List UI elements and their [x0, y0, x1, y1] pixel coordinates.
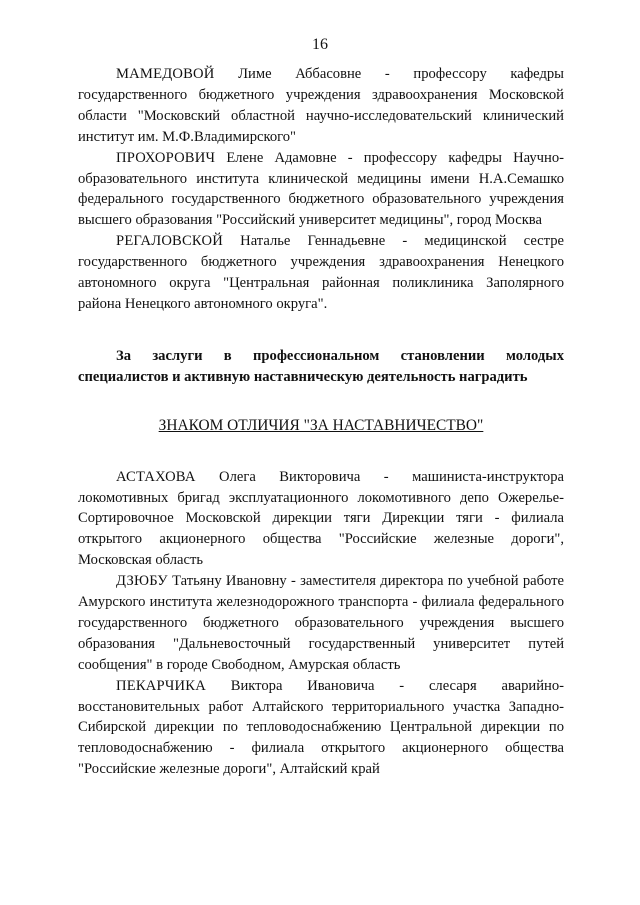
recipient-surname: ПЕКАРЧИКА — [116, 677, 206, 694]
award-intro: За заслуги в профессиональном становлении молодых специалистов и активную наставническую деятельность наградить — [78, 347, 564, 385]
recipient-surname: МАМЕДОВОЙ — [116, 66, 215, 82]
recipient-paragraph — [78, 571, 564, 676]
recipient-surname: РЕГАЛОВСКОЙ — [116, 233, 223, 250]
recipient-surname: ДЗЮБУ — [116, 573, 168, 590]
recipient-details: Олега Викторовича - машиниста-инструктора локомотивных бригад эксплуатационного локомотивного депо Ожерелье-Сортировочное Московской дирекции тяги Дирекции тяги - филиала открытого акционерного общества "Российские железные дороги", Московская область — [78, 468, 564, 569]
recipient-surname: АСТАХОВА — [116, 468, 196, 485]
recipient-details: Елене Адамовне - профессору кафедры Научно-образовательного института клинической медицины имени Н.А.Семашко федерального государственного бюджетного образовательного учреждения высшего образования "Российский университет медицины", город Москва — [78, 149, 564, 229]
recipient-paragraph — [78, 467, 564, 572]
document-body — [78, 64, 564, 780]
recipient-paragraph — [78, 64, 564, 148]
recipient-details: Татьяну Ивановну - заместителя директора по учебной работе Амурского института железнодорожного транспорта - филиала федерального государственного бюджетного образовательного учреждения высшего образования "Дальневосточный государственный университет путей сообщения" в городе Свободном, Амурская область — [78, 573, 564, 673]
page-number: 16 — [312, 36, 328, 53]
recipient-details: Лиме Аббасовне - профессору кафедры государственного бюджетного учреждения здравоохранения Московской области "Московский областной научно-исследовательский клинический институт им. М.Ф.Владимирского" — [78, 66, 564, 145]
recipient-surname: ПРОХОРОВИЧ — [116, 149, 216, 166]
recipient-paragraph — [78, 148, 564, 232]
recipient-details: Виктора Ивановича - слесаря аварийно-восстановительных работ Алтайского территориального участка Западно-Сибирской дирекции по тепловодоснабжению Центральной дирекции по тепловодоснабжению - филиала открытого акционерного общества "Российские железные дороги", Алтайский край — [78, 677, 564, 778]
recipient-details: Наталье Геннадьевне - медицинской сестре государственного бюджетного учреждения здравоохранения Ненецкого автономного округа "Центральная районная поликлиника Заполярного района Ненецкого автономного округа". — [78, 233, 564, 312]
award-title: ЗНАКОМ ОТЛИЧИЯ "ЗА НАСТАВНИЧЕСТВО" — [158, 416, 484, 434]
recipient-paragraph — [78, 676, 564, 781]
recipient-paragraph — [78, 231, 564, 315]
